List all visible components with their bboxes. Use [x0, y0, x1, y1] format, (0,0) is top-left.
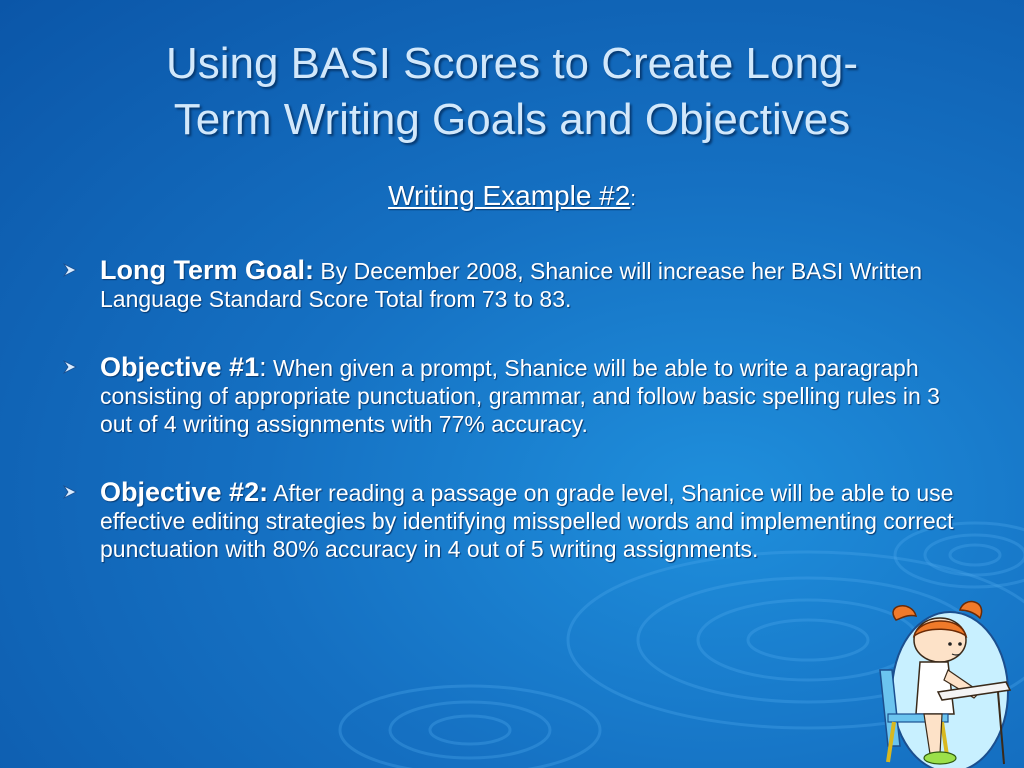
bullet-text: By December 2008, Shanice will increase her BASI Written Language Standard Score Total from 73 to 83.: [100, 258, 923, 312]
subtitle-colon: :: [630, 188, 636, 210]
slide-title: [60, 36, 964, 148]
title-line-2: Term Writing Goals and Objectives: [173, 95, 851, 144]
arrow-bullet-icon: [62, 262, 78, 278]
arrow-bullet-icon: [62, 484, 78, 500]
slide-subtitle: [0, 180, 1024, 212]
subtitle-text: Writing Example #2: [388, 180, 631, 211]
bullet-text: After reading a passage on grade level, Shanice will be able to use effective editing strategies by identifying misspelled words and implementing correct punctuation with 80% accuracy in 4 out of 5 writing assignments.: [100, 480, 954, 562]
arrow-bullet-icon: [62, 359, 78, 375]
title-line-1: Using BASI Scores to Create Long-: [165, 39, 859, 88]
bullet-text: When given a prompt, Shanice will be able to write a paragraph consisting of appropriate punctuation, grammar, and follow basic spelling rules in 3 out of 4 writing assignments with 77% accuracy.: [100, 355, 940, 437]
bullet-lead: Long Term Goal:: [100, 255, 314, 285]
bullet-list: [58, 256, 968, 603]
bullet-long-term-goal: [58, 256, 968, 313]
bullet-objective-1: [58, 353, 968, 438]
bullet-lead: Objective #2:: [100, 477, 269, 507]
bullet-lead: Objective #1: [100, 352, 260, 382]
girl-writing-at-desk-illustration: [868, 596, 1018, 768]
bullet-lead-suffix: :: [259, 352, 267, 382]
bullet-objective-2: [58, 478, 968, 563]
